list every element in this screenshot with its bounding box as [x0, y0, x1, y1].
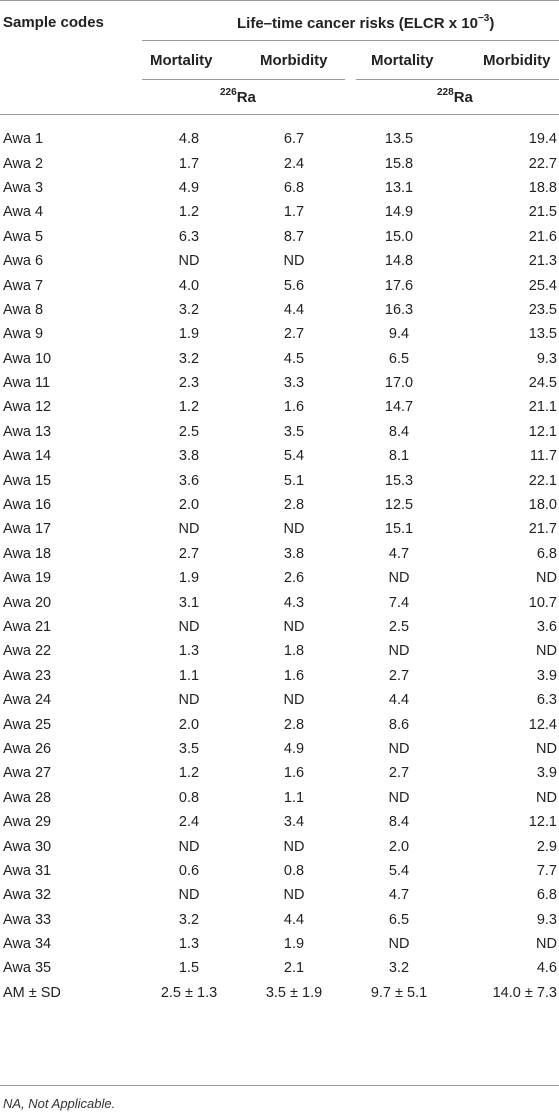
cell-ra226-morbidity: 1.6	[283, 765, 305, 782]
cell-ra228-morbidity: 21.6	[528, 228, 557, 245]
cell-ra228-mortality: ND	[388, 570, 410, 587]
cell-ra226-morbidity: ND	[283, 253, 305, 270]
cell-ra226-mortality: 3.1	[178, 594, 200, 611]
cell-sample-code: Awa 10	[3, 350, 52, 367]
cell-ra226-mortality: 2.0	[178, 497, 200, 514]
cell-ra226-mortality: 3.8	[178, 448, 200, 465]
table-row	[0, 590, 559, 614]
cell-ra226-morbidity: 4.9	[283, 740, 305, 757]
data-table	[0, 127, 559, 1005]
cell-ra228-morbidity: ND	[536, 789, 557, 806]
cell-ra228-morbidity: 7.7	[536, 862, 557, 879]
cell-ra228-morbidity: 4.6	[536, 960, 557, 977]
cell-sample-code: Awa 30	[3, 838, 52, 855]
cell-sample-code: AM ± SD	[3, 984, 61, 1001]
cell-sample-code: Awa 6	[3, 253, 44, 270]
cell-sample-code: Awa 24	[3, 692, 52, 709]
header-group-title	[237, 14, 494, 32]
header-group-title-text: Life–time cancer risks (ELCR x 10	[237, 15, 478, 32]
cell-ra226-mortality: 4.9	[178, 179, 200, 196]
cell-ra226-morbidity: 1.1	[283, 789, 305, 806]
isotope-mass-228: 228	[437, 87, 454, 98]
cell-sample-code: Awa 2	[3, 155, 44, 172]
cell-ra226-morbidity: 5.6	[283, 277, 305, 294]
cell-ra228-morbidity: 23.5	[528, 301, 557, 318]
table-row	[0, 444, 559, 468]
cell-ra228-mortality: 12.5	[384, 497, 414, 514]
cell-sample-code: Awa 34	[3, 936, 52, 953]
cell-ra226-morbidity: 4.4	[283, 301, 305, 318]
cell-ra226-morbidity: ND	[283, 838, 305, 855]
cell-ra228-mortality: 4.7	[388, 545, 410, 562]
table-row	[0, 712, 559, 736]
cell-sample-code: Awa 26	[3, 740, 52, 757]
cell-ra228-morbidity: 6.8	[536, 887, 557, 904]
subheader-col-2: Morbidity	[260, 52, 328, 69]
cell-ra226-morbidity: 3.5 ± 1.9	[265, 984, 323, 1001]
cell-ra226-morbidity: 3.4	[283, 814, 305, 831]
cell-ra228-mortality: ND	[388, 789, 410, 806]
table-row	[0, 225, 559, 249]
cell-ra228-morbidity: 14.0 ± 7.3	[492, 984, 557, 1001]
cell-ra228-mortality: 6.5	[388, 350, 410, 367]
cell-ra228-mortality: 7.4	[388, 594, 410, 611]
cell-ra228-mortality: 16.3	[384, 301, 414, 318]
cell-sample-code: Awa 13	[3, 423, 52, 440]
table-row	[0, 200, 559, 224]
cell-ra228-mortality: 2.5	[388, 619, 410, 635]
cell-ra228-morbidity: ND	[536, 936, 557, 953]
cell-ra228-morbidity: 3.6	[536, 619, 557, 635]
cell-ra228-morbidity: ND	[536, 643, 557, 660]
table-row	[0, 517, 559, 541]
table-row	[0, 664, 559, 688]
cell-ra226-morbidity: 4.3	[283, 594, 305, 611]
cell-sample-code: Awa 7	[3, 277, 44, 294]
cell-ra228-morbidity: 6.8	[536, 545, 557, 562]
cell-ra228-morbidity: 25.4	[528, 277, 557, 294]
table-row	[0, 737, 559, 761]
cell-ra228-morbidity: 2.9	[536, 838, 557, 855]
cell-ra226-morbidity: 0.8	[283, 862, 305, 879]
cell-ra226-morbidity: 8.7	[283, 228, 305, 245]
cell-ra228-mortality: 8.6	[388, 716, 410, 733]
cell-sample-code: Awa 18	[3, 545, 52, 562]
cell-ra228-mortality: 9.4	[388, 326, 410, 343]
cell-sample-code: Awa 17	[3, 521, 52, 538]
subheader-col-4: Morbidity	[483, 52, 551, 69]
cell-ra228-morbidity: 9.3	[536, 350, 557, 367]
table-row	[0, 639, 559, 663]
cell-ra226-mortality: ND	[178, 253, 200, 270]
table-row	[0, 834, 559, 858]
cell-ra228-mortality: 2.0	[388, 838, 410, 855]
cell-ra228-mortality: ND	[388, 740, 410, 757]
cell-sample-code: Awa 33	[3, 911, 52, 928]
table-row	[0, 322, 559, 346]
cell-ra226-morbidity: 3.5	[283, 423, 305, 440]
table-row	[0, 151, 559, 175]
cell-ra228-morbidity: 12.4	[528, 716, 557, 733]
cell-ra228-mortality: ND	[388, 936, 410, 953]
group-underline	[142, 40, 559, 41]
cell-sample-code: Awa 25	[3, 716, 52, 733]
cell-ra226-mortality: 1.2	[178, 399, 200, 416]
cell-ra228-mortality: 3.2	[388, 960, 410, 977]
cell-ra228-morbidity: 12.1	[528, 423, 557, 440]
cell-ra226-mortality: 4.8	[178, 131, 200, 148]
table-row	[0, 420, 559, 444]
cell-ra226-morbidity: ND	[283, 619, 305, 635]
cell-ra228-morbidity: 13.5	[528, 326, 557, 343]
table-row	[0, 395, 559, 419]
cell-sample-code: Awa 27	[3, 765, 52, 782]
cell-sample-code: Awa 23	[3, 667, 52, 684]
isotope-label-ra226	[220, 88, 256, 106]
cell-ra228-morbidity: 12.1	[528, 814, 557, 831]
cell-ra226-mortality: ND	[178, 619, 200, 635]
cell-ra226-mortality: 1.2	[178, 765, 200, 782]
cell-ra228-mortality: 8.4	[388, 423, 410, 440]
cell-ra228-morbidity: 3.9	[536, 765, 557, 782]
cell-ra228-mortality: 4.7	[388, 887, 410, 904]
cell-sample-code: Awa 19	[3, 570, 52, 587]
top-rule	[0, 0, 559, 1]
cell-ra228-morbidity: 24.5	[528, 375, 557, 392]
cell-ra226-mortality: 2.4	[178, 814, 200, 831]
cell-ra226-mortality: 2.7	[178, 545, 200, 562]
table-row	[0, 761, 559, 785]
table-row	[0, 859, 559, 883]
table-row	[0, 932, 559, 956]
cell-ra228-morbidity: 18.8	[528, 179, 557, 196]
cell-ra226-morbidity: ND	[283, 887, 305, 904]
table-row	[0, 468, 559, 492]
table-row	[0, 371, 559, 395]
isotope-symbol-226: Ra	[236, 89, 256, 106]
cell-sample-code: Awa 29	[3, 814, 52, 831]
cell-ra228-mortality: 17.0	[384, 375, 414, 392]
cell-ra228-mortality: 17.6	[384, 277, 414, 294]
cell-sample-code: Awa 12	[3, 399, 52, 416]
cell-ra226-mortality: 1.5	[178, 960, 200, 977]
cell-ra226-mortality: 3.5	[178, 740, 200, 757]
cell-ra228-mortality: 9.7 ± 5.1	[370, 984, 428, 1001]
cell-ra228-mortality: 6.5	[388, 911, 410, 928]
cell-ra226-mortality: 0.6	[178, 862, 200, 879]
cell-ra228-mortality: 5.4	[388, 862, 410, 879]
cell-ra228-morbidity: 19.4	[528, 131, 557, 148]
cell-sample-code: Awa 1	[3, 131, 44, 148]
header-group-close: )	[489, 15, 495, 32]
cell-sample-code: Awa 3	[3, 179, 44, 196]
cell-ra228-morbidity: 6.3	[536, 692, 557, 709]
cell-ra228-mortality: 14.8	[384, 253, 414, 270]
cell-ra226-mortality: 1.9	[178, 570, 200, 587]
table-row	[0, 981, 559, 1005]
isotope-label-ra228	[437, 88, 473, 106]
cell-ra228-mortality: ND	[388, 643, 410, 660]
cell-ra226-mortality: 2.0	[178, 716, 200, 733]
cell-ra226-mortality: 2.5	[178, 423, 200, 440]
table-row	[0, 127, 559, 151]
cell-ra228-mortality: 4.4	[388, 692, 410, 709]
cell-sample-code: Awa 35	[3, 960, 52, 977]
cell-ra226-morbidity: 4.5	[283, 350, 305, 367]
cell-ra226-mortality: 6.3	[178, 228, 200, 245]
subheader-col-3: Mortality	[371, 52, 434, 69]
cell-ra228-morbidity: 22.7	[528, 155, 557, 172]
table-row	[0, 688, 559, 712]
cell-ra228-morbidity: 21.1	[528, 399, 557, 416]
cell-sample-code: Awa 14	[3, 448, 52, 465]
cell-ra226-morbidity: 2.8	[283, 497, 305, 514]
cell-sample-code: Awa 28	[3, 789, 52, 806]
table-row	[0, 810, 559, 834]
cell-sample-code: Awa 5	[3, 228, 44, 245]
cell-ra228-morbidity: 21.7	[528, 521, 557, 538]
cell-sample-code: Awa 15	[3, 472, 52, 489]
cell-sample-code: Awa 21	[3, 619, 52, 635]
isotope-mass-226: 226	[220, 87, 237, 98]
table-row	[0, 176, 559, 200]
cell-ra228-morbidity: 18.0	[528, 497, 557, 514]
table-row	[0, 298, 559, 322]
cell-ra226-mortality: 0.8	[178, 789, 200, 806]
table-row	[0, 273, 559, 297]
cell-ra228-mortality: 2.7	[388, 765, 410, 782]
cell-ra228-mortality: 15.8	[384, 155, 414, 172]
cell-sample-code: Awa 8	[3, 301, 44, 318]
cell-ra226-mortality: 1.7	[178, 155, 200, 172]
cell-ra228-morbidity: 21.5	[528, 204, 557, 221]
table-row	[0, 883, 559, 907]
subheader-underline-left	[142, 79, 345, 80]
cell-ra226-mortality: 1.2	[178, 204, 200, 221]
subheader-underline-right	[356, 79, 559, 80]
cell-ra228-morbidity: 10.7	[528, 594, 557, 611]
cell-ra226-morbidity: 6.7	[283, 131, 305, 148]
cell-sample-code: Awa 32	[3, 887, 52, 904]
cell-ra228-mortality: 14.9	[384, 204, 414, 221]
cell-ra228-mortality: 14.7	[384, 399, 414, 416]
cell-ra226-morbidity: 2.4	[283, 155, 305, 172]
cell-ra228-mortality: 15.3	[384, 472, 414, 489]
cell-ra226-mortality: 1.3	[178, 643, 200, 660]
cell-ra228-mortality: 13.5	[384, 131, 414, 148]
header-bottom-rule	[0, 114, 559, 115]
cell-ra228-morbidity: ND	[536, 570, 557, 587]
cell-ra228-morbidity: 11.7	[529, 448, 557, 465]
cell-ra226-mortality: ND	[178, 692, 200, 709]
cell-ra226-mortality: ND	[178, 887, 200, 904]
cell-ra228-morbidity: 21.3	[528, 253, 557, 270]
cell-ra228-mortality: 8.4	[388, 814, 410, 831]
cell-ra226-morbidity: ND	[283, 521, 305, 538]
cell-sample-code: Awa 22	[3, 643, 52, 660]
cell-ra226-morbidity: 2.1	[283, 960, 305, 977]
cell-ra226-morbidity: 2.7	[283, 326, 305, 343]
cell-ra226-morbidity: 1.8	[283, 643, 305, 660]
cell-ra226-mortality: 4.0	[178, 277, 200, 294]
cell-sample-code: Awa 4	[3, 204, 44, 221]
cell-ra228-mortality: 15.1	[384, 521, 414, 538]
cell-sample-code: Awa 31	[3, 862, 52, 879]
header-sample-codes: Sample codes	[3, 14, 104, 31]
cell-ra226-mortality: 3.2	[178, 911, 200, 928]
cell-ra228-morbidity: ND	[536, 740, 557, 757]
table-row	[0, 249, 559, 273]
cell-ra226-morbidity: 4.4	[283, 911, 305, 928]
table-row	[0, 566, 559, 590]
cell-ra226-morbidity: 5.1	[283, 472, 305, 489]
footnote: NA, Not Applicable.	[3, 1096, 116, 1111]
cell-ra226-morbidity: 1.6	[283, 399, 305, 416]
cell-sample-code: Awa 16	[3, 497, 52, 514]
cell-ra226-morbidity: 3.8	[283, 545, 305, 562]
cell-ra226-mortality: 1.9	[178, 326, 200, 343]
isotope-symbol-228: Ra	[453, 89, 473, 106]
cell-ra226-morbidity: 1.7	[283, 204, 305, 221]
table-row	[0, 493, 559, 517]
cell-sample-code: Awa 9	[3, 326, 44, 343]
cell-ra226-morbidity: 6.8	[283, 179, 305, 196]
table-row	[0, 956, 559, 980]
cell-ra226-mortality: 3.2	[178, 301, 200, 318]
bottom-rule	[0, 1085, 559, 1086]
cell-ra226-morbidity: 2.8	[283, 716, 305, 733]
cell-ra226-morbidity: 5.4	[283, 448, 305, 465]
cell-ra226-mortality: 2.3	[178, 375, 200, 392]
cell-ra228-morbidity: 9.3	[536, 911, 557, 928]
cell-ra226-mortality: 1.1	[178, 667, 200, 684]
table-row	[0, 542, 559, 566]
cell-ra228-mortality: 2.7	[388, 667, 410, 684]
cell-ra226-morbidity: 1.6	[283, 667, 305, 684]
table-row	[0, 347, 559, 371]
subheader-col-1: Mortality	[150, 52, 213, 69]
cell-ra226-morbidity: 1.9	[283, 936, 305, 953]
cell-ra226-mortality: 3.2	[178, 350, 200, 367]
table-row	[0, 786, 559, 810]
cell-ra226-mortality: ND	[178, 521, 200, 538]
cell-ra226-morbidity: 2.6	[283, 570, 305, 587]
cell-ra228-mortality: 8.1	[388, 448, 410, 465]
cell-sample-code: Awa 11	[3, 375, 51, 392]
table-row	[0, 615, 559, 639]
cell-ra226-morbidity: 3.3	[283, 375, 305, 392]
cell-ra228-morbidity: 3.9	[536, 667, 557, 684]
cell-ra226-morbidity: ND	[283, 692, 305, 709]
table-row	[0, 908, 559, 932]
cell-ra226-mortality: 1.3	[178, 936, 200, 953]
data-table-body	[0, 127, 559, 1005]
cell-ra226-mortality: 2.5 ± 1.3	[160, 984, 218, 1001]
cell-ra226-mortality: 3.6	[178, 472, 200, 489]
cell-ra228-mortality: 13.1	[384, 179, 414, 196]
cell-ra226-mortality: ND	[178, 838, 200, 855]
cell-sample-code: Awa 20	[3, 594, 52, 611]
cell-ra228-mortality: 15.0	[384, 228, 414, 245]
cell-ra228-morbidity: 22.1	[528, 472, 557, 489]
header-group-exponent: −3	[477, 13, 490, 24]
